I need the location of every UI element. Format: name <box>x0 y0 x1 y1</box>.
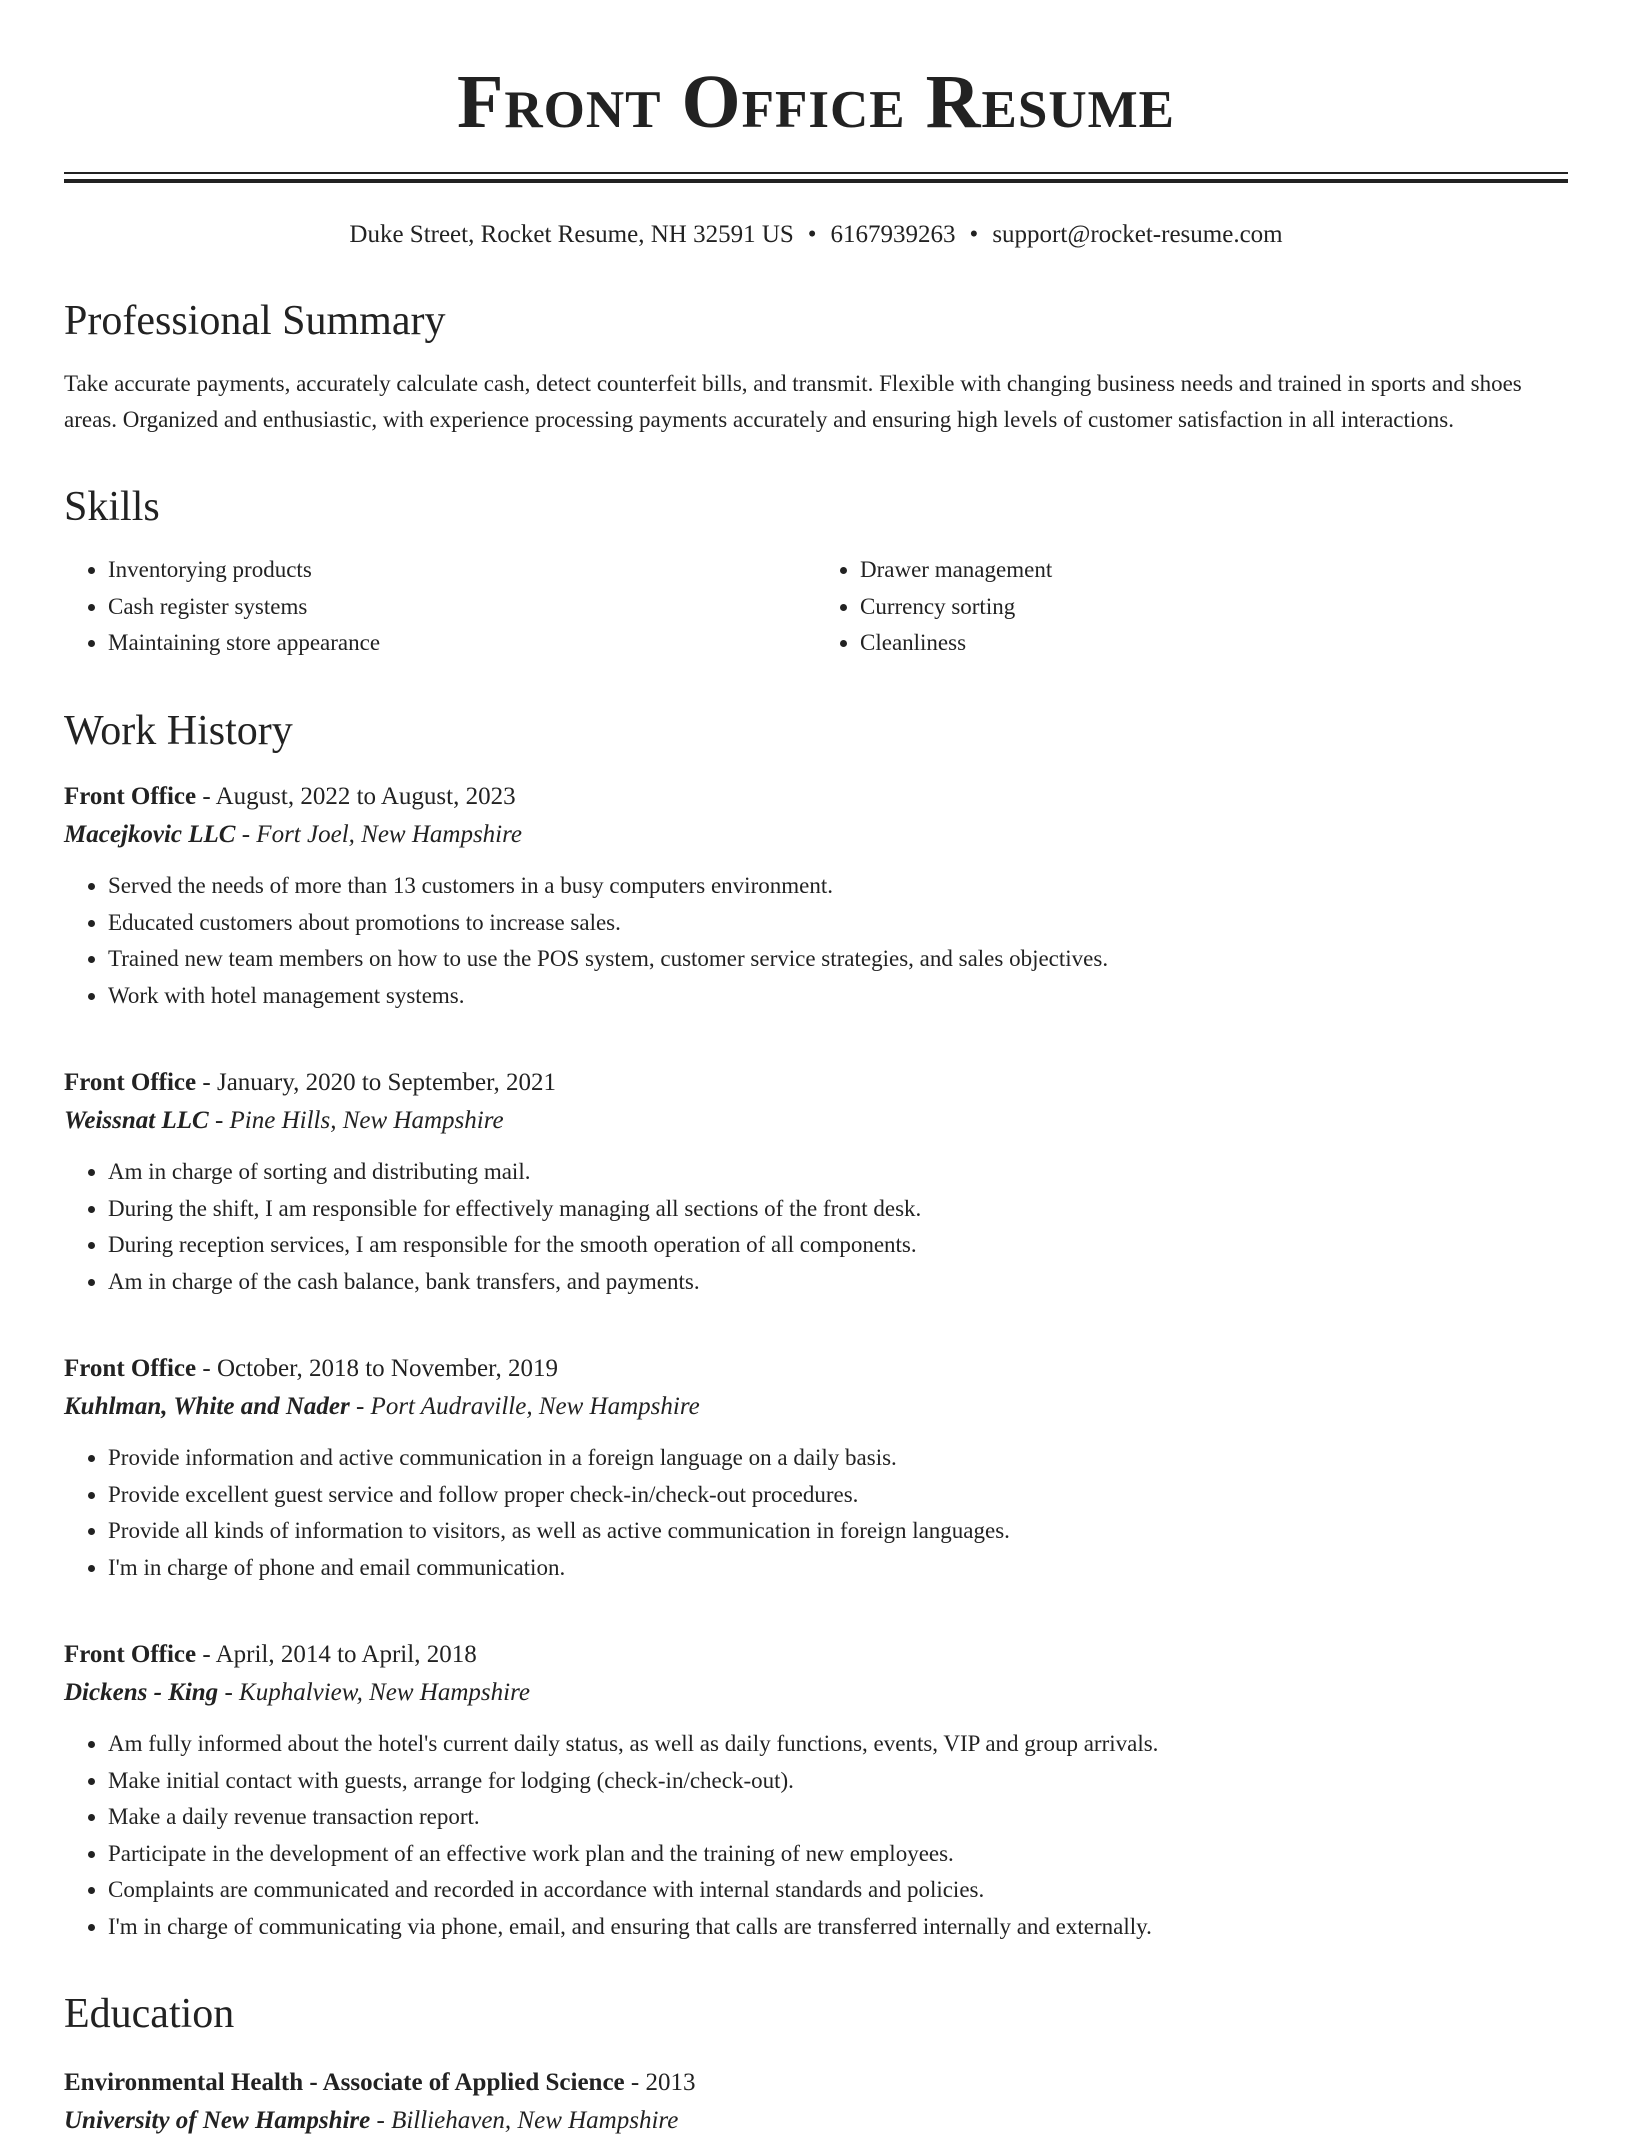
job-dates: - January, 2020 to September, 2021 <box>196 1069 556 1097</box>
job-entry <box>64 1064 1568 1300</box>
duty-item: • Participate in the development of an effective work plan and the training of new employees. <box>108 1836 1568 1873</box>
company-line <box>64 1102 1568 1140</box>
school-line <box>64 2102 1568 2140</box>
job-dates: - April, 2014 to April, 2018 <box>196 1641 477 1669</box>
skill-item: • Cash register systems <box>108 589 816 626</box>
company-name: Weissnat LLC <box>64 1107 209 1135</box>
job-dates: - August, 2022 to August, 2023 <box>196 783 516 811</box>
skill-item: • Currency sorting <box>860 589 1568 626</box>
duty-item: • Am in charge of the cash balance, bank transfers, and payments. <box>108 1264 1568 1301</box>
job-title-line <box>64 1064 1568 1102</box>
graduation-year: - 2013 <box>624 2068 696 2096</box>
duty-item: • Complaints are communicated and recorded in accordance with internal standards and policies. <box>108 1872 1568 1909</box>
summary-heading: Professional Summary <box>64 297 446 344</box>
company-name: Dickens - King <box>64 1679 219 1707</box>
title-divider-thick <box>64 179 1568 183</box>
contact-email: support@rocket-resume.com <box>992 221 1283 248</box>
duty-item: • Trained new team members on how to use the POS system, customer service strategies, and sales objectives. <box>108 941 1568 978</box>
skills-heading: Skills <box>64 483 160 530</box>
duty-item: • During reception services, I am responsible for the smooth operation of all components. <box>108 1227 1568 1264</box>
company-name: Kuhlman, White and Nader <box>64 1393 350 1421</box>
title-divider-thin <box>64 172 1568 174</box>
company-location: - Port Audraville, New Hampshire <box>349 1393 700 1421</box>
job-duties <box>64 868 1568 1014</box>
company-line <box>64 816 1568 854</box>
job-duties <box>64 1154 1568 1300</box>
job-entry <box>64 1350 1568 1586</box>
company-line <box>64 1674 1568 1712</box>
job-duties <box>64 1726 1568 1945</box>
duty-item: • Served the needs of more than 13 customers in a busy computers environment. <box>108 868 1568 905</box>
duty-item: • Provide excellent guest service and follow proper check-in/check-out procedures. <box>108 1477 1568 1514</box>
job-entry <box>64 1636 1568 1945</box>
contact-line <box>64 219 1568 252</box>
skills-columns <box>64 552 1568 662</box>
skill-item: • Maintaining store appearance <box>108 625 816 662</box>
job-title-line <box>64 778 1568 816</box>
job-title: Front Office <box>64 1641 197 1669</box>
degree-line <box>64 2064 1568 2102</box>
duty-item: • Am in charge of sorting and distributing mail. <box>108 1154 1568 1191</box>
education-entry <box>64 2064 1568 2140</box>
duty-item: • Provide all kinds of information to visitors, as well as active communication in foreign languages. <box>108 1513 1568 1550</box>
contact-phone: 6167939263 <box>830 221 956 248</box>
duty-item: • Educated customers about promotions to increase sales. <box>108 905 1568 942</box>
skill-item: • Inventorying products <box>108 552 816 589</box>
skill-item: • Cleanliness <box>860 625 1568 662</box>
summary-text: Take accurate payments, accurately calculate cash, detect counterfeit bills, and transmit. Flexible with changing business needs and trained in sports and shoes areas. Organized and enthusiastic, with experience processing payments accurately and ensuring high levels of customer satisfaction in all interactions. <box>64 370 1522 432</box>
job-duties <box>64 1440 1568 1586</box>
education-heading: Education <box>64 1991 235 2038</box>
job-entry <box>64 778 1568 1014</box>
company-line <box>64 1388 1568 1426</box>
job-title-line <box>64 1636 1568 1674</box>
company-name: Macejkovic LLC <box>64 821 236 849</box>
duty-item: • I'm in charge of phone and email communication. <box>108 1550 1568 1587</box>
skill-item: • Drawer management <box>860 552 1568 589</box>
company-location: - Pine Hills, New Hampshire <box>208 1107 504 1135</box>
company-location: - Kuphalview, New Hampshire <box>218 1679 530 1707</box>
contact-separator: • <box>807 221 817 248</box>
skills-list-right <box>816 552 1568 662</box>
job-title-line <box>64 1350 1568 1388</box>
duty-item: • Make a daily revenue transaction report. <box>108 1799 1568 1836</box>
duty-item: • Am fully informed about the hotel's current daily status, as well as daily functions, events, VIP and group arrivals. <box>108 1726 1568 1763</box>
resume-title: Front Office Resume <box>456 60 1176 144</box>
duty-item: • Provide information and active communication in a foreign language on a daily basis. <box>108 1440 1568 1477</box>
duty-item: • During the shift, I am responsible for effectively managing all sections of the front desk. <box>108 1191 1568 1228</box>
work-history-heading: Work History <box>64 707 293 754</box>
company-location: - Fort Joel, New Hampshire <box>235 821 523 849</box>
job-dates: - October, 2018 to November, 2019 <box>196 1355 558 1383</box>
duty-item: • Work with hotel management systems. <box>108 978 1568 1015</box>
school-location: - Billiehaven, New Hampshire <box>370 2106 679 2134</box>
job-title: Front Office <box>64 1355 197 1383</box>
duty-item: • I'm in charge of communicating via phone, email, and ensuring that calls are transferred internally and externally. <box>108 1909 1568 1946</box>
contact-separator: • <box>969 221 979 248</box>
contact-address: Duke Street, Rocket Resume, NH 32591 US <box>349 221 794 248</box>
duty-item: • Make initial contact with guests, arrange for lodging (check-in/check-out). <box>108 1763 1568 1800</box>
job-title: Front Office <box>64 783 197 811</box>
school-name: University of New Hampshire <box>64 2106 371 2134</box>
skills-list-left <box>64 552 816 662</box>
degree-name: Environmental Health - Associate of Applied Science <box>64 2068 625 2096</box>
job-title: Front Office <box>64 1069 197 1097</box>
